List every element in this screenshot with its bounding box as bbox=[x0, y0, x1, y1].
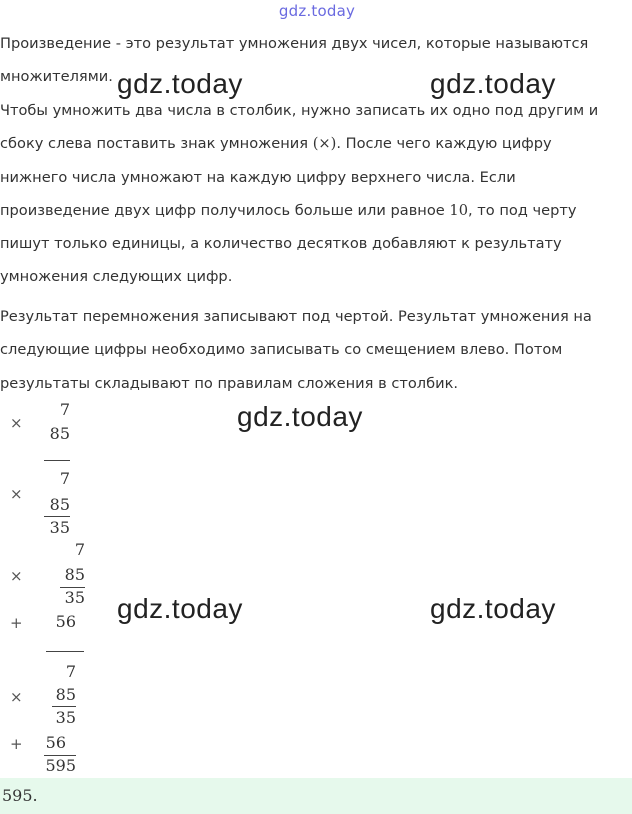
multiplicand: 7 bbox=[59, 469, 70, 488]
multiply-sign: × bbox=[10, 414, 23, 432]
math-inline: (×) bbox=[312, 135, 337, 153]
multiplier: 85 bbox=[49, 495, 70, 514]
partial-product-shifted: 56 bbox=[55, 612, 76, 631]
plus-sign: + bbox=[10, 735, 23, 753]
partial-product: 35 bbox=[49, 518, 70, 537]
multiplier: 85 bbox=[49, 424, 70, 443]
text-line: Результат перемножения записывают под чертой. Результат умножения на bbox=[0, 308, 592, 325]
text-line: пишут только единицы, а количество десятков добавляют к результату bbox=[0, 235, 562, 253]
text-line: результаты складывают по правилам сложения в столбик. bbox=[0, 374, 459, 392]
math-inline: 10 bbox=[449, 201, 468, 219]
watermark: gdz.today bbox=[237, 401, 363, 432]
text-segment: . После чего каждую цифру bbox=[336, 135, 552, 153]
multiply-sign: × bbox=[10, 688, 23, 706]
text-segment: , то под черту bbox=[467, 201, 577, 219]
text-line: следующие цифры необходимо записывать со смещением влево. Потом bbox=[0, 341, 563, 359]
text-line: Чтобы умножить два числа в столбик, нужно записать их одно под другим и bbox=[0, 102, 599, 119]
partial-product-shifted: 56 bbox=[45, 733, 66, 752]
multiplicand: 7 bbox=[74, 540, 85, 559]
multiplicand: 7 bbox=[59, 400, 70, 419]
multiplier: 85 bbox=[64, 565, 85, 584]
text-line bbox=[0, 127, 628, 160]
partial-product: 35 bbox=[64, 588, 85, 607]
text-line: нижнего числа умножают на каждую цифру верхнего числа. Если bbox=[0, 168, 516, 186]
multiplicand: 7 bbox=[65, 662, 76, 681]
answer-box bbox=[0, 778, 632, 814]
method-paragraph bbox=[0, 94, 628, 294]
underline-rule bbox=[44, 516, 70, 517]
plus-sign: + bbox=[10, 614, 23, 632]
underline-rule bbox=[46, 651, 84, 652]
watermark: gdz.today bbox=[117, 68, 243, 99]
text-line: множителями. bbox=[0, 68, 113, 86]
result-paragraph bbox=[0, 300, 628, 400]
text-line: Произведение - это результат умножения двух чисел, которые называются bbox=[0, 35, 589, 52]
site-logo[interactable]: gdz.today bbox=[278, 2, 356, 20]
answer-value: 595. bbox=[2, 786, 38, 805]
multiplier: 85 bbox=[55, 685, 76, 704]
underline-rule bbox=[44, 460, 70, 461]
watermark: gdz.today bbox=[117, 593, 243, 624]
watermark: gdz.today bbox=[430, 593, 556, 624]
underline-rule bbox=[52, 706, 76, 707]
watermark: gdz.today bbox=[430, 68, 556, 99]
multiply-sign: × bbox=[10, 567, 23, 585]
text-line: умножения следующих цифр. bbox=[0, 268, 233, 286]
final-result: 595 bbox=[45, 756, 76, 775]
text-segment: сбоку слева поставить знак умножения bbox=[0, 135, 313, 153]
text-line bbox=[0, 194, 628, 227]
partial-product: 35 bbox=[55, 708, 76, 727]
text-segment: произведение двух цифр получилось больше или равное bbox=[0, 201, 450, 219]
multiply-sign: × bbox=[10, 485, 23, 503]
